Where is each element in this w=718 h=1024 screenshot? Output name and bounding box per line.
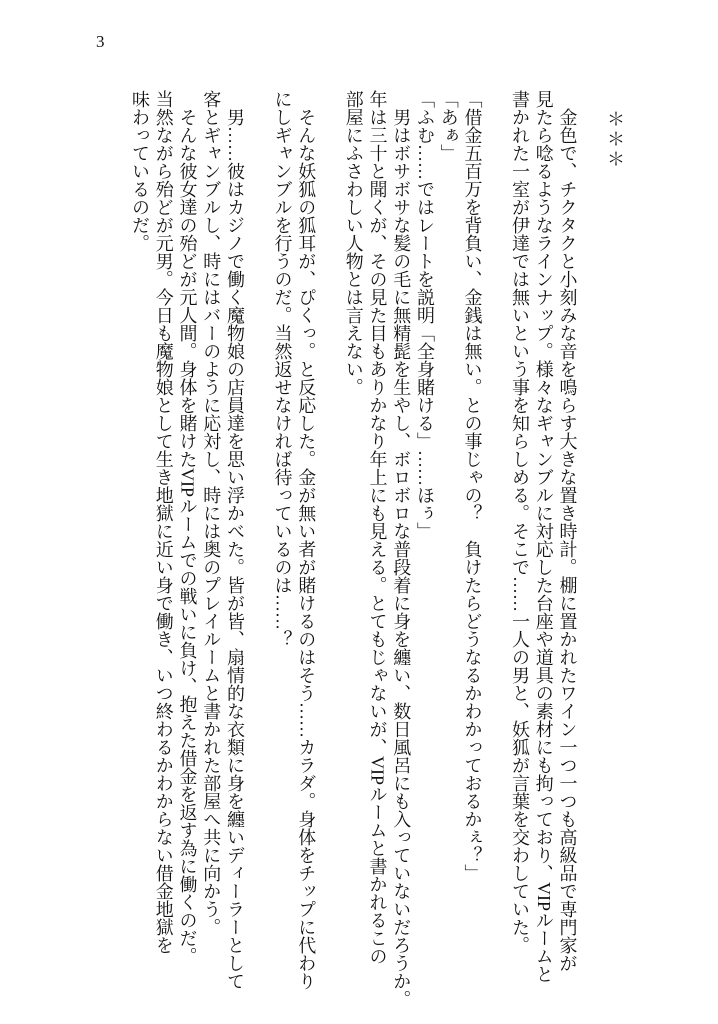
text-line: 部屋にふさわしい人物とは言えない。	[343, 90, 364, 396]
dialogue-line: 「あぁ」	[438, 90, 459, 162]
text-line: 男はボサボサな髪の毛に無精髭を生やし、ボロボロな普段着に身を纏い、数日風呂にも入っていないだろうか。	[391, 108, 412, 1008]
text-line: 年は三十と聞くが、その見た目もありかなり年上にも見える。とてもじゃないが、VIPルームと書かれるこの	[367, 90, 388, 966]
blank-line	[579, 90, 603, 960]
text-line: 金色で、チクタクと小刻みな音を鳴らす大きな置き時計。棚に置かれたワイン一つ一つも高級品で専門家が	[557, 108, 578, 972]
blank-line	[484, 90, 508, 960]
text-line: 男……彼はカジノで働く魔物娘の店員達を思い浮かべた。皆が皆、扇情的な衣類に身を纏いディーラーとして	[225, 108, 245, 990]
text-line: 味わっているのだ。	[130, 90, 150, 252]
vertical-text-body	[127, 90, 626, 1008]
page-number: 3	[96, 32, 105, 51]
text-line: 見たら唸るようなラインナップ。様々なギャンブルに対応した台座や道具の素材にも拘っており、VIPルームと	[533, 90, 554, 984]
dialogue-line: 「ふむ……ではレートを説明「全身賭ける」……ほぅ」	[415, 90, 435, 540]
text-line: 客とギャンブルし、時にはバーのように応対し、時には奥のプレイルームと書かれた部屋へ共に向かう。	[201, 90, 222, 936]
blank-line	[317, 90, 341, 960]
section-break: ＊＊＊	[605, 110, 625, 170]
blank-line	[246, 90, 270, 960]
text-line: そんな彼女達の殆どが元人間。身体を賭けたVIPルームでの戦いに負け、抱えた借金を返す為に働くのだ。	[177, 108, 198, 966]
dialogue-line: 「借金五百万を背負い、金銭は無い。との事じゃの？ 負けたらどうなるかわかっておるかぇ？」	[462, 90, 483, 882]
text-line: そんな妖狐の狐耳が、ぴくっ。と反応した。金が無い者が賭けるのはそう……カラダ。身体をチップに代わり	[296, 108, 317, 990]
text-line: 書かれた一室が伊達では無いという事を知らしめる。そこで……一人の男と、妖狐が言葉を交わしていた。	[510, 90, 530, 954]
text-line: にしギャンブルを行うのだ。当然返せなければ待っているのは……？	[272, 90, 293, 648]
text-line: 当然ながら殆どが元男。今日も魔物娘として生き地獄に近い身で働き、いつ終わるかわからない借金地獄を	[153, 90, 174, 954]
